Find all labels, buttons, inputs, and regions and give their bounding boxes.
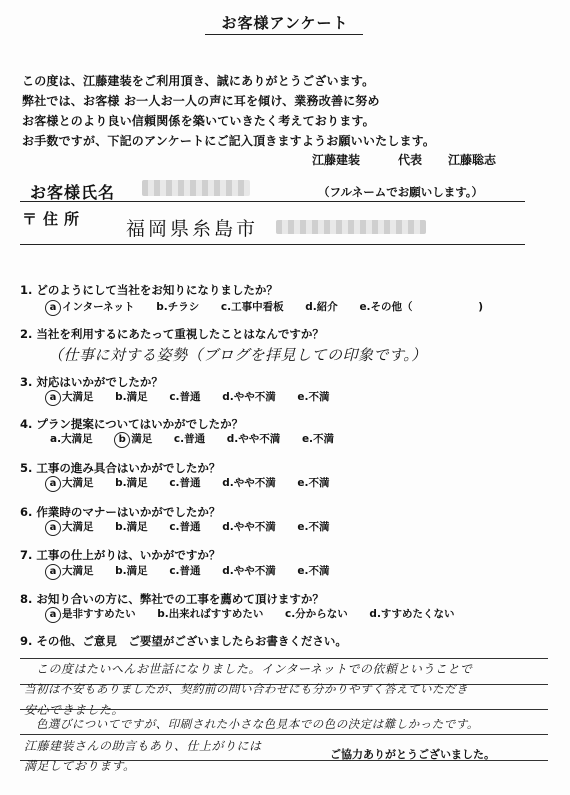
selected-circle: a bbox=[45, 300, 61, 316]
comment-line: 色選びについてですが、印刷された小さな色見本での色の決定は難しかったです。 bbox=[36, 717, 479, 731]
address-underline bbox=[20, 244, 525, 245]
question-3-options: a 大満足 b.満足 c.普通 d.やや不満 e.不満 bbox=[45, 389, 348, 406]
customer-name-label: お客様氏名 bbox=[30, 183, 116, 202]
redacted-address bbox=[276, 220, 426, 234]
intro-line: 弊社では、お客様 お一人お一人の声に耳を傾け、業務改善に努め bbox=[22, 94, 380, 108]
question-3: 3. 対応はいかがでしたか？ bbox=[20, 375, 163, 389]
signature-role: 代表 bbox=[398, 153, 423, 167]
question-9: 9. その他、ご意見 ご要望がございましたらお書きください。 bbox=[20, 634, 347, 648]
comment-line: 当初は不安もありましたが、契約前の問い合わせにも分かりやすく答えていただき bbox=[24, 682, 468, 696]
selected-circle: a bbox=[45, 390, 61, 406]
question-7: 7. 工事の仕上がりは、いかがですか？ bbox=[20, 548, 221, 562]
selected-circle: a bbox=[45, 476, 61, 492]
question-6: 6. 作業時のマナーはいかがでしたか？ bbox=[20, 505, 221, 519]
title-underline bbox=[205, 34, 363, 35]
thanks-text: ご協力ありがとうございました。 bbox=[330, 748, 495, 761]
address-label: 〒住所 bbox=[22, 210, 86, 228]
comment-line: 満足しております。 bbox=[24, 759, 136, 773]
page-title: お客様アンケート bbox=[221, 14, 349, 32]
selected-circle: b bbox=[114, 432, 130, 448]
question-2: 2. 当社を利用するにあたって重視したことはなんですか？ bbox=[20, 327, 324, 341]
selected-circle: a bbox=[45, 520, 61, 536]
question-4: 4. プラン提案についてはいかがでしたか？ bbox=[20, 417, 244, 431]
question-1-options: a インターネット b.チラシ c.工事中看板 d.紹介 e.その他（ ) bbox=[45, 299, 483, 316]
name-underline bbox=[20, 201, 525, 202]
address-value: 福岡県糸島市 bbox=[126, 218, 259, 240]
question-8: 8. お知り合いの方に、弊社での工事を薦めて頂けますか？ bbox=[20, 592, 324, 606]
question-8-options: a 是非すすめたい b.出来ればすすめたい c.分からない d.すすめたくない bbox=[45, 606, 473, 623]
question-2-answer: （仕事に対する姿勢（ブログを拝見しての印象です。） bbox=[48, 346, 427, 364]
question-5-options: a 大満足 b.満足 c.普通 d.やや不満 e.不満 bbox=[45, 475, 348, 492]
signature-company: 江藤建装 bbox=[312, 153, 361, 167]
intro-line: お客様とのより良い信頼関係を築いていきたく考えております。 bbox=[22, 114, 375, 128]
selected-circle: a bbox=[45, 607, 61, 623]
redacted-name bbox=[142, 180, 250, 196]
selected-circle: a bbox=[45, 564, 61, 580]
name-note: （フルネームでお願いします。） bbox=[318, 185, 484, 199]
question-5: 5. 工事の進み具合はいかがでしたか？ bbox=[20, 461, 221, 475]
question-7-options: a 大満足 b.満足 c.普通 d.やや不満 e.不満 bbox=[45, 563, 348, 580]
signature-name: 江藤聡志 bbox=[448, 153, 497, 167]
question-4-options: a.大満足 b 満足 c.普通 d.やや不満 e.不満 bbox=[50, 431, 352, 448]
comment-rule bbox=[20, 658, 548, 659]
intro-line: この度は、江藤建装をご利用頂き、誠にありがとうございます。 bbox=[22, 74, 375, 88]
question-1: 1. どのようにして当社をお知りになりましたか？ bbox=[20, 283, 278, 297]
comment-line: 安心できました。 bbox=[24, 703, 125, 717]
question-6-options: a 大満足 b.満足 c.普通 d.やや不満 e.不満 bbox=[45, 519, 348, 536]
comment-rule bbox=[20, 734, 548, 735]
comment-line: 江藤建装さんの助言もあり、仕上がりには bbox=[24, 739, 262, 753]
comment-line: この度はたいへんお世話になりました。インターネットでの依頼ということで bbox=[36, 662, 473, 676]
intro-line: お手数ですが、下記のアンケートにご記入頂きますようお願いいたします。 bbox=[22, 134, 436, 148]
